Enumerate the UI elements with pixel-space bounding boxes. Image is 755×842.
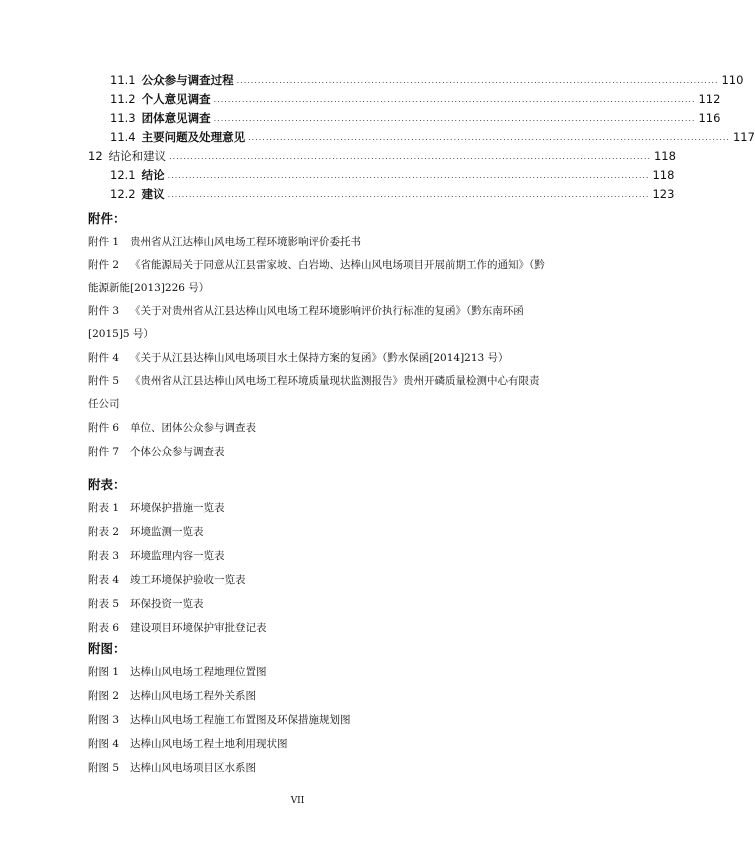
item-label: 附件 6 [88,422,120,434]
toc-entry[interactable] [0,68,744,87]
item-text: 达棒山风电场工程地理位置图 [130,666,267,678]
toc-page: 112 [698,92,721,106]
item-text: 《关于对贵州省从江县达棒山风电场工程环境影响评价执行标准的复函》（黔东南环函[2015]5 号） [88,305,524,340]
item-label: 附表 5 [88,598,120,610]
item-label: 附件 5 [88,375,120,387]
toc-number: 11.3 [110,111,136,125]
item-text: 建设项目环境保护审批登记表 [130,622,267,634]
toc-page: 116 [698,111,721,125]
list-item [88,254,548,300]
toc-page: 117 [732,130,755,144]
item-label: 附图 4 [88,738,120,750]
item-label: 附图 3 [88,714,120,726]
toc-title: 公众参与调查过程 [141,73,234,87]
item-text: 《贵州省从江县达棒山风电场工程环境质量现状监测报告》贵州开磷质量检测中心有限责任公司 [88,375,540,410]
item-text: 贵州省从江达棒山风电场工程环境影响评价委托书 [130,236,361,248]
item-label: 附表 3 [88,550,120,562]
page-number: VII [290,796,305,806]
item-text: 达棒山风电场项目区水系图 [130,762,256,774]
item-text: 达棒山风电场工程施工布置图及环保措施规划图 [130,714,351,726]
item-text: 环保投资一览表 [130,598,204,610]
toc-leader: ........................................................................................................................................ [248,133,730,142]
toc-entry[interactable] [0,87,721,106]
toc-leader: ........................................................................................................................................ [213,114,696,123]
list-item [88,346,548,370]
table-of-contents [0,68,755,201]
figures-section [88,638,548,780]
item-text: 个体公众参与调查表 [130,446,225,458]
toc-title: 结论 [141,168,165,182]
item-text: 环境监理内容一览表 [130,550,225,562]
list-item [88,684,548,708]
list-item [88,756,548,780]
toc-entry[interactable] [0,106,721,125]
item-label: 附表 1 [88,502,120,514]
toc-page: 110 [721,73,744,87]
list-item [88,300,548,346]
list-item [88,440,548,464]
toc-leader: ........................................................................................................................................ [167,190,650,199]
item-label: 附图 2 [88,690,120,702]
tables-section [88,474,548,640]
item-label: 附表 6 [88,622,120,634]
item-text: 达棒山风电场工程外关系图 [130,690,256,702]
list-item [88,496,548,520]
item-text: 竣工环境保护验收一览表 [130,574,246,586]
item-label: 附表 4 [88,574,120,586]
toc-number: 12.1 [110,168,136,182]
toc-leader: ........................................................................................................................................ [169,152,651,161]
attachments-section [88,208,548,464]
item-label: 附件 4 [88,352,120,364]
item-text: 《关于从江县达棒山风电场项目水土保持方案的复函》（黔水保函[2014]213 号） [130,352,509,364]
list-item [88,660,548,684]
item-text: 达棒山风电场工程土地利用现状图 [130,738,288,750]
toc-page: 118 [653,149,676,163]
list-item [88,568,548,592]
item-label: 附件 7 [88,446,120,458]
toc-number: 11.1 [110,73,136,87]
toc-leader: ........................................................................................................................................ [236,76,719,85]
list-item [88,732,548,756]
item-label: 附图 5 [88,762,120,774]
toc-page: 123 [652,187,675,201]
toc-title: 结论和建议 [108,149,167,163]
item-text: 单位、团体公众参与调查表 [130,422,256,434]
toc-number: 11.2 [110,92,136,106]
toc-page: 118 [652,168,675,182]
toc-entry[interactable] [0,182,675,201]
list-item [88,708,548,732]
item-label: 附表 2 [88,526,120,538]
list-item [88,370,548,416]
item-label: 附图 1 [88,666,120,678]
list-item [88,520,548,544]
toc-entry[interactable] [0,125,755,144]
toc-entry[interactable] [0,144,676,163]
list-item [88,592,548,616]
toc-title: 主要问题及处理意见 [141,130,246,144]
list-item [88,416,548,440]
toc-title: 建议 [141,187,165,201]
toc-number: 12 [88,149,103,163]
toc-entry[interactable] [0,163,675,182]
figures-heading: 附图： [88,641,126,656]
list-item [88,544,548,568]
toc-leader: ........................................................................................................................................ [167,171,650,180]
item-text: 环境监测一览表 [130,526,204,538]
item-label: 附件 2 [88,259,120,271]
toc-title: 团体意见调查 [141,111,211,125]
toc-number: 12.2 [110,187,136,201]
list-item [88,616,548,640]
list-item [88,230,548,254]
toc-leader: ........................................................................................................................................ [213,95,696,104]
toc-title: 个人意见调查 [141,92,211,106]
item-text: 环境保护措施一览表 [130,502,225,514]
tables-heading: 附表： [88,477,126,492]
item-text: 《省能源局关于同意从江县雷家坡、白岩坳、达棒山风电场项目开展前期工作的通知》（黔能源新能[2013]226 号） [88,259,545,294]
item-label: 附件 3 [88,305,120,317]
attachments-heading: 附件： [88,211,126,226]
item-label: 附件 1 [88,236,120,248]
toc-number: 11.4 [110,130,136,144]
